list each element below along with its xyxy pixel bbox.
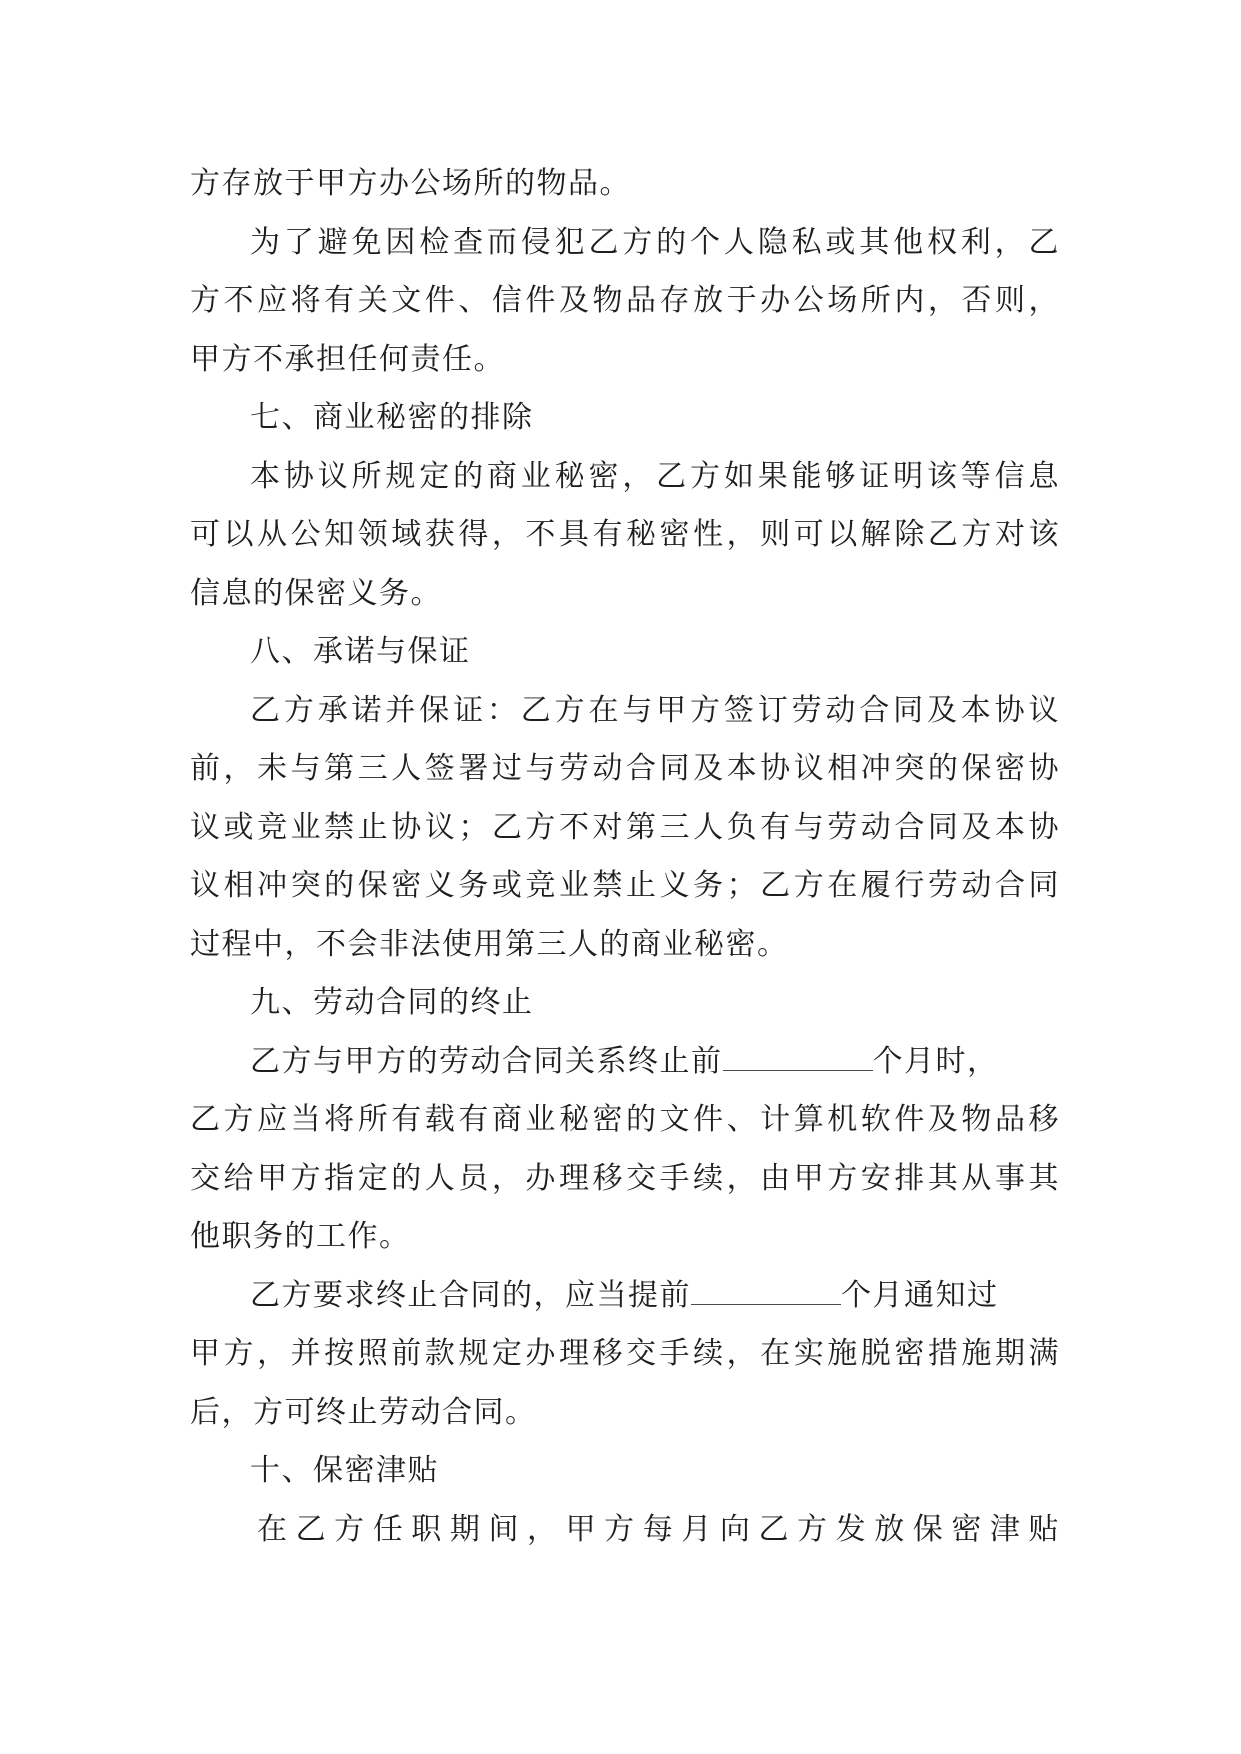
paragraph-line: 本协议所规定的商业秘密，乙方如果能够证明该等信息 — [250, 458, 1060, 494]
document-body — [190, 155, 1060, 1559]
paragraph-line: 可以从公知领域获得，不具有秘密性，则可以解除乙方对该 — [190, 517, 1060, 552]
paragraph-line-with-blank — [190, 1033, 1060, 1092]
section-heading: 十、保密津贴 — [250, 1453, 439, 1488]
paragraph-line: 在乙方任职期间，甲方每月向乙方发放保密津贴 — [257, 1511, 1060, 1547]
paragraph-line: 为了避免因检查而侵犯乙方的个人隐私或其他权利，乙 — [250, 224, 1060, 260]
paragraph-line: 甲方，并按照前款规定办理移交手续，在实施脱密措施期满 — [190, 1336, 1060, 1371]
paragraph-line: 后，方可终止劳动合同。 — [190, 1394, 537, 1430]
text-before-blank: 乙方要求终止合同的，应当提前 — [250, 1277, 691, 1313]
fill-in-blank — [723, 1040, 873, 1071]
paragraph-line: 乙方承诺并保证：乙方在与甲方签订劳动合同及本协议 — [250, 692, 1060, 728]
paragraph-line: 过程中，不会非法使用第三人的商业秘密。 — [190, 926, 789, 962]
section-heading: 九、劳动合同的终止 — [250, 985, 534, 1020]
section-heading: 七、商业秘密的排除 — [250, 400, 534, 435]
section-heading: 八、承诺与保证 — [250, 634, 471, 669]
paragraph-line: 信息的保密义务。 — [190, 575, 442, 611]
paragraph-line: 议相冲突的保密义务或竞业禁止义务；乙方在履行劳动合同 — [190, 868, 1060, 903]
fill-in-blank — [691, 1274, 841, 1305]
paragraph-line: 前，未与第三人签署过与劳动合同及本协议相冲突的保密协 — [190, 751, 1060, 786]
paragraph-line: 交给甲方指定的人员，办理移交手续，由甲方安排其从事其 — [190, 1160, 1060, 1196]
paragraph-line: 议或竞业禁止协议；乙方不对第三人负有与劳动合同及本协 — [190, 809, 1060, 845]
paragraph-line: 方存放于甲方办公场所的物品。 — [190, 166, 631, 201]
paragraph-line: 甲方不承担任何责任。 — [190, 341, 505, 377]
text-after-blank: 个月时， — [872, 1043, 999, 1079]
paragraph-line: 乙方应当将所有载有商业秘密的文件、计算机软件及物品移 — [190, 1102, 1060, 1137]
paragraph-line: 方不应将有关文件、信件及物品存放于办公场所内，否则， — [190, 283, 1060, 318]
text-after-blank: 个月通知过 — [841, 1277, 999, 1313]
text-before-blank: 乙方与甲方的劳动合同关系终止前 — [250, 1043, 723, 1079]
paragraph-line-with-blank — [190, 1267, 1060, 1326]
paragraph-line: 他职务的工作。 — [190, 1219, 411, 1254]
